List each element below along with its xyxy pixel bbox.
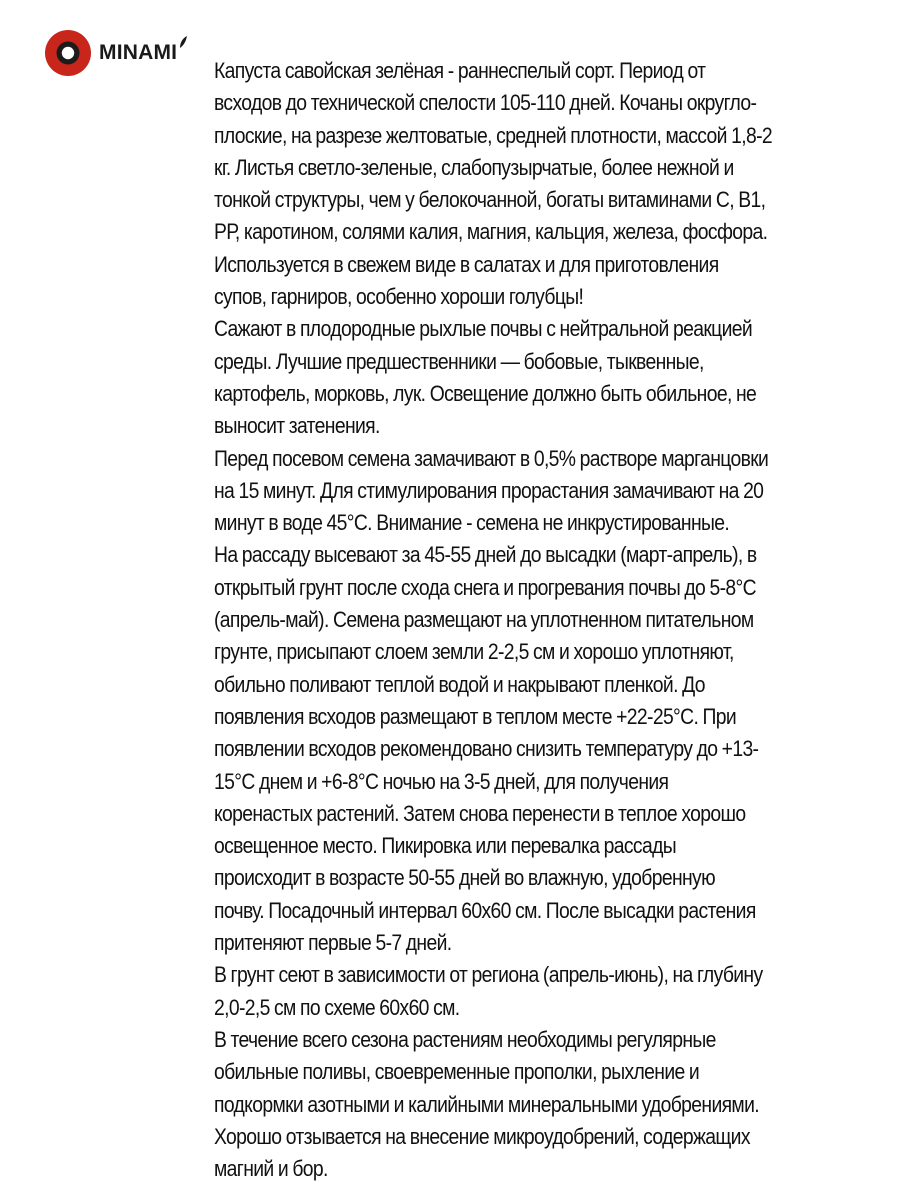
description-line: тонкой структуры, чем у белокочанной, богаты витаминами С, В1, (214, 187, 766, 213)
description-line: появлении всходов рекомендовано снизить температуру до +13- (214, 736, 759, 762)
description-line: Сажают в плодородные рыхлые почвы с нейтральной реакцией (214, 316, 753, 342)
description-line: коренастых растений. Затем снова перенести в теплое хорошо (214, 800, 746, 826)
description-line: В течение всего сезона растениям необходимы регулярные (214, 1026, 716, 1052)
description-line: супов, гарниров, особенно хороши голубцы! (214, 284, 584, 310)
description-line: Используется в свежем виде в салатах и для приготовления (214, 251, 719, 277)
description-line: подкормки азотными и калийными минеральными удобрениями. (214, 1091, 759, 1117)
description-line: (апрель-май). Семена размещают на уплотненном питательном (214, 607, 754, 633)
description-line: притеняют первые 5-7 дней. (214, 930, 452, 956)
description-line: появления всходов размещают в теплом месте +22-25°С. При (214, 703, 737, 729)
description-line: грунте, присыпают слоем земли 2-2,5 см и хорошо уплотняют, (214, 639, 734, 665)
description-line: минут в воде 45°С. Внимание - семена не инкрустированные. (214, 510, 730, 536)
description-line: обильно поливают теплой водой и накрывают пленкой. До (214, 671, 705, 697)
description-line: На рассаду высевают за 45-55 дней до высадки (март-апрель), в (214, 542, 757, 568)
brand-name-text: MINAMI (99, 41, 178, 64)
description-line: почву. Посадочный интервал 60х60 см. После высадки растения (214, 897, 756, 923)
description-line: плоские, на разрезе желтоватые, средней плотности, массой 1,8-2 (214, 122, 773, 148)
description-line: на 15 минут. Для стимулирования прорастания замачивают на 20 (214, 477, 764, 503)
description-line: обильные поливы, своевременные прополки, рыхление и (214, 1059, 700, 1085)
description-line: Хорошо отзывается на внесение микроудобрений, содержащих (214, 1123, 750, 1149)
description-line: всходов до технической спелости 105-110 дней. Кочаны округло- (214, 90, 757, 116)
brand-logo (44, 28, 188, 78)
description-line: кг. Листья светло-зеленые, слабопузырчатые, более нежной и (214, 154, 734, 180)
description-line: Перед посевом семена замачивают в 0,5% растворе марганцовки (214, 445, 769, 471)
leaf-icon (178, 35, 188, 49)
description-line: Капуста савойская зелёная - раннеспелый сорт. Период от (214, 58, 706, 83)
description-line: магний и бор. (214, 1156, 328, 1182)
description-line: 15°С днем и +6-8°С ночью на 3-5 дней, для получения (214, 768, 669, 794)
minami-logo-icon (44, 29, 92, 77)
description-line: открытый грунт после схода снега и прогревания почвы до 5-8°С (214, 574, 756, 600)
description-line: картофель, морковь, лук. Освещение должно быть обильное, не (214, 380, 757, 406)
description-line: РР, каротином, солями калия, магния, кальция, железа, фосфора. (214, 219, 768, 245)
description-line: происходит в возрасте 50-55 дней во влажную, удобренную (214, 865, 715, 891)
description-line: среды. Лучшие предшественники — бобовые, тыквенные, (214, 348, 704, 374)
description-line: освещенное место. Пикировка или перевалка рассады (214, 833, 676, 859)
brand-name (99, 41, 188, 65)
description-line: выносит затенения. (214, 413, 380, 439)
description-line: 2,0-2,5 см по схеме 60х60 см. (214, 994, 460, 1020)
description-line: В грунт сеют в зависимости от региона (апрель-июнь), на глубину (214, 962, 763, 988)
product-description (214, 55, 773, 1185)
